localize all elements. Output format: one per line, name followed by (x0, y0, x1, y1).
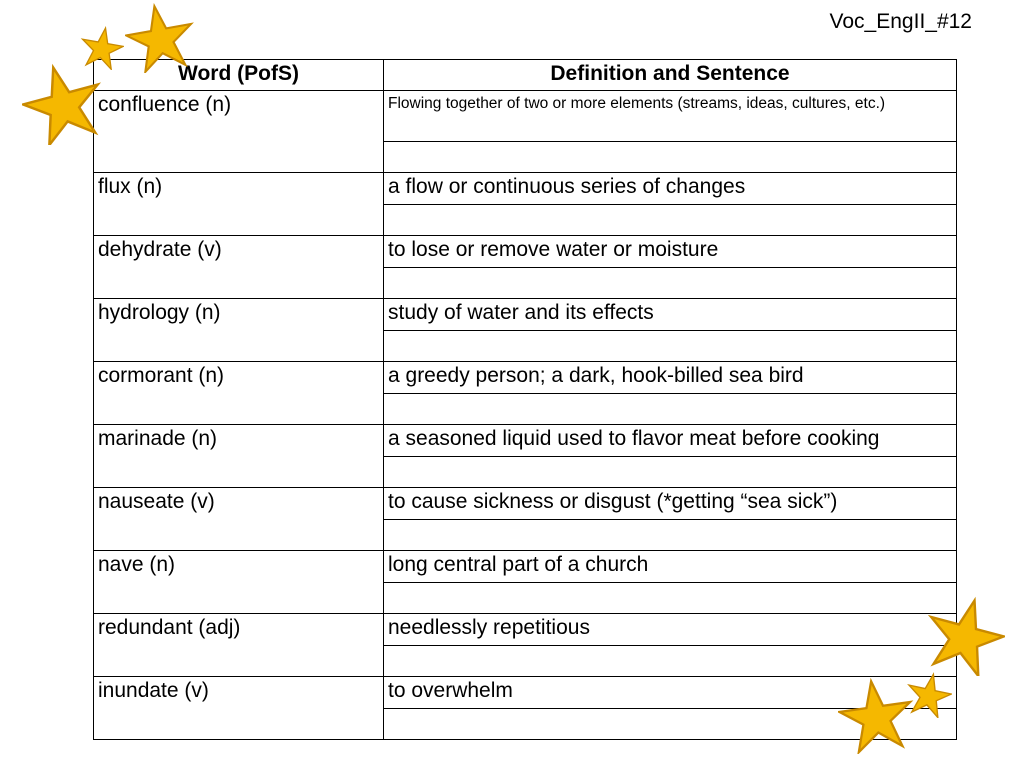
table-row (94, 173, 957, 205)
definition-cell: a flow or continuous series of changes (384, 173, 957, 205)
definition-cell: long central part of a church (384, 551, 957, 583)
definition-cell: to cause sickness or disgust (*getting “sea sick”) (384, 488, 957, 520)
word-cell: nave (n) (94, 551, 384, 614)
definition-cell: to overwhelm (384, 677, 957, 709)
sentence-cell[interactable] (384, 583, 957, 614)
table-row (94, 614, 957, 646)
star-icon (838, 678, 914, 754)
word-cell: marinade (n) (94, 425, 384, 488)
word-cell: flux (n) (94, 173, 384, 236)
sentence-cell[interactable] (384, 646, 957, 677)
table-row (94, 299, 957, 331)
header-word: Word (PofS) (94, 60, 384, 91)
header-definition: Definition and Sentence (384, 60, 957, 91)
sentence-cell[interactable] (384, 268, 957, 299)
word-cell: confluence (n) (94, 91, 384, 173)
word-cell: cormorant (n) (94, 362, 384, 425)
word-cell: nauseate (v) (94, 488, 384, 551)
sentence-cell[interactable] (384, 394, 957, 425)
sentence-cell[interactable] (384, 520, 957, 551)
table-row (94, 362, 957, 394)
star-icon (906, 672, 952, 718)
table-row (94, 488, 957, 520)
table-row (94, 91, 957, 142)
table-row (94, 425, 957, 457)
sentence-cell[interactable] (384, 205, 957, 236)
sentence-cell[interactable] (384, 331, 957, 362)
star-icon (125, 3, 195, 73)
star-icon (80, 26, 124, 70)
table-row (94, 236, 957, 268)
vocab-table (93, 59, 957, 740)
definition-cell: Flowing together of two or more elements (streams, ideas, cultures, etc.) (384, 91, 957, 142)
word-cell: hydrology (n) (94, 299, 384, 362)
table-row (94, 551, 957, 583)
header-row (94, 60, 957, 91)
star-icon (22, 63, 104, 145)
sentence-cell[interactable] (384, 142, 957, 173)
definition-cell: a greedy person; a dark, hook-billed sea bird (384, 362, 957, 394)
slide-id: Voc_EngII_#12 (829, 10, 972, 33)
word-cell: dehydrate (v) (94, 236, 384, 299)
table-row (94, 677, 957, 709)
definition-cell: needlessly repetitious (384, 614, 957, 646)
star-icon (925, 596, 1005, 676)
word-cell: inundate (v) (94, 677, 384, 740)
sentence-cell[interactable] (384, 457, 957, 488)
definition-cell: a seasoned liquid used to flavor meat before cooking (384, 425, 957, 457)
word-cell: redundant (adj) (94, 614, 384, 677)
definition-cell: study of water and its effects (384, 299, 957, 331)
definition-cell: to lose or remove water or moisture (384, 236, 957, 268)
